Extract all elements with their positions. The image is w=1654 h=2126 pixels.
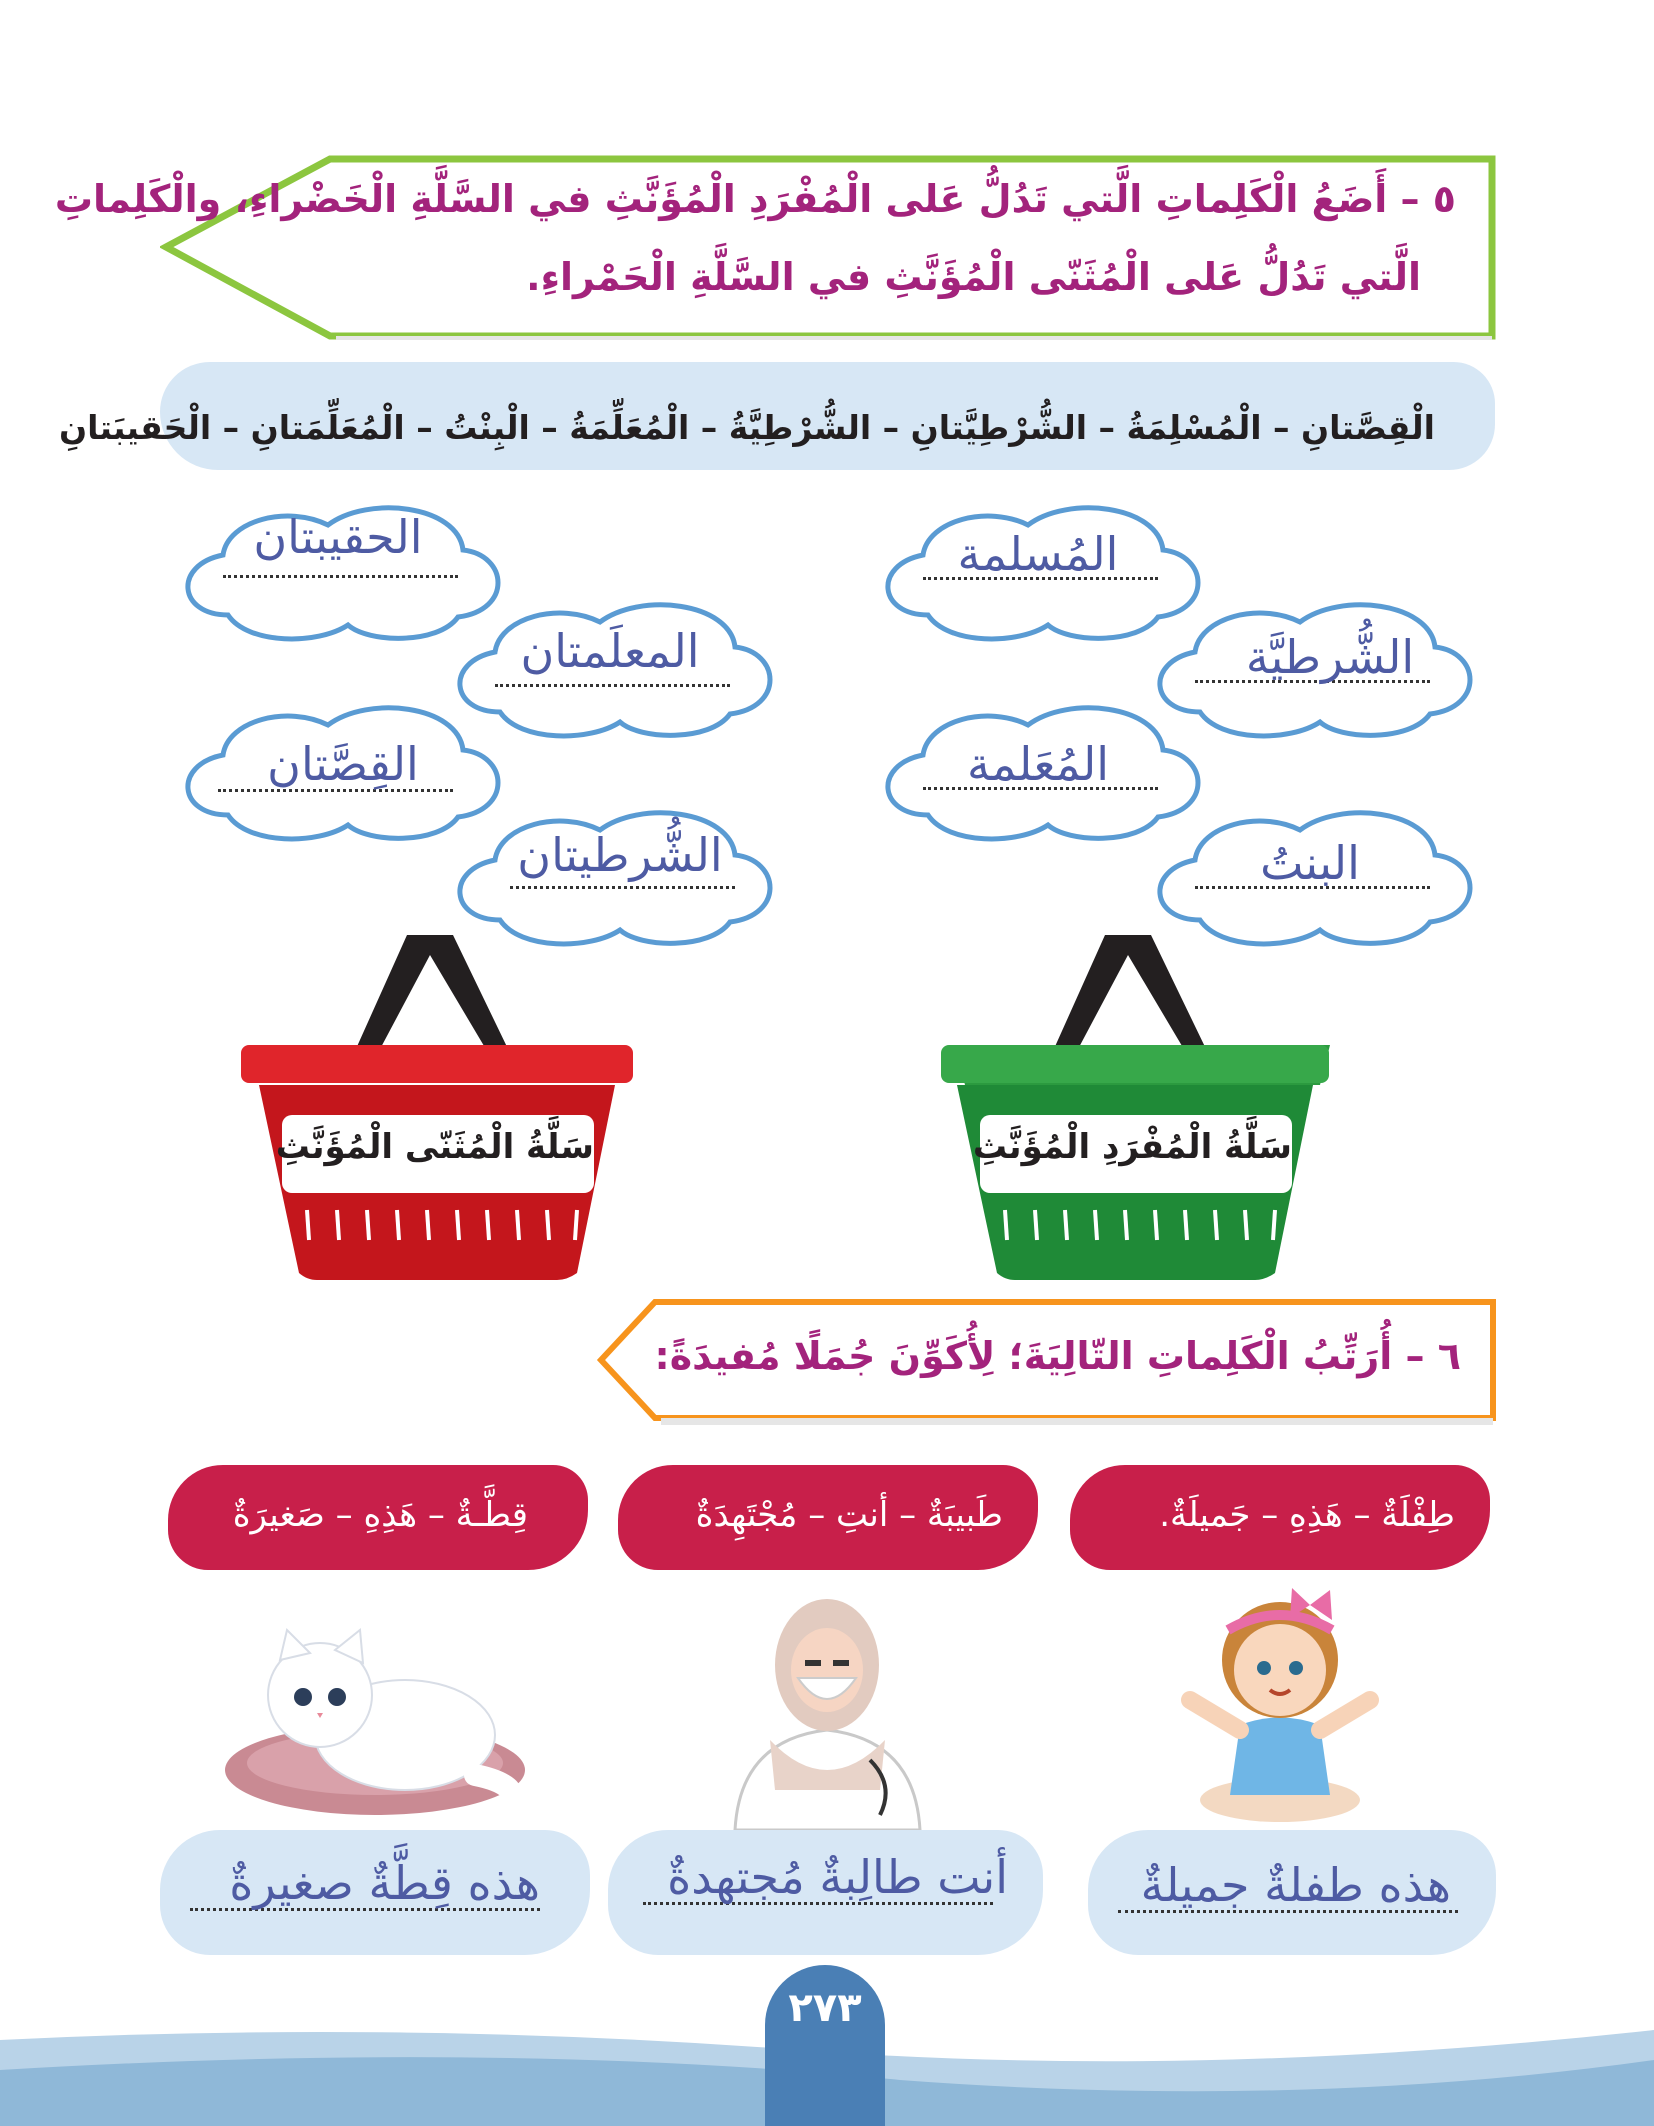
q6-title: ٦ – أُرَتِّبُ الْكَلِماتِ التّالِيَةَ؛ لِأُكَوِّنَ جُمَلًا مُفيدَةً: (654, 1334, 1461, 1378)
answer-text[interactable]: هذه طفلةٌ جميلةٌ (1140, 1858, 1451, 1912)
answer-box-1 (1088, 1830, 1496, 1955)
cat-illustration (225, 1625, 530, 1815)
q5-banner (54, 155, 1496, 340)
cloud-dual-4 (440, 800, 785, 950)
cloud-word: المُعَلمة (966, 737, 1110, 791)
cloud-word: القِصَّتان (267, 737, 419, 791)
word-pill-2 (618, 1465, 1038, 1570)
baby-illustration (1180, 1580, 1380, 1830)
cloud-dotline (495, 684, 730, 687)
word-pill-text: قِطَّـةٌ – هَذِهِ – صَغيرَةٌ (232, 1495, 528, 1535)
answer-box-3 (160, 1830, 590, 1955)
cloud-word: الحقيبتان (253, 510, 423, 564)
word-bank-text: الْقِصَّتانِ – الْمُسْلِمَةُ – الشُّرْطِيَّتانِ – الشُّرْطِيَّةُ – الْمُعَلِّمَةُ – الْبِنْتُ – الْمُعَلِّمَتانِ – الْحَقيبَتانِ (58, 408, 1435, 447)
word-pill-text: طِفْلَةٌ – هَذِهِ – جَميلَةٌ. (1159, 1495, 1455, 1535)
page-number: ٢٧٣ (788, 1985, 862, 2031)
cloud-dotline (510, 886, 735, 889)
cloud-word: البنتُ (1260, 836, 1360, 890)
cloud-word: الشُّرطيتان (517, 828, 723, 882)
q5-line-2: الَّتي تَدُلُّ عَلى الْمُثَنّى الْمُؤَنَّثِ في السَّلَّةِ الْحَمْراءِ. (526, 255, 1421, 299)
red-basket-graphic (237, 935, 637, 1280)
word-pill-1 (1070, 1465, 1490, 1570)
cloud-word: الشُّرطيَّة (1245, 630, 1415, 684)
cloud-word: المعلَمتان (520, 624, 700, 678)
cloud-dotline (223, 575, 458, 578)
red-basket (237, 935, 637, 1280)
cloud-singular-4 (1140, 800, 1485, 950)
green-basket (935, 935, 1335, 1280)
answer-box-2 (608, 1830, 1043, 1955)
word-bank (58, 362, 1495, 470)
green-basket-label: سَلَّةُ الْمُفْرَدِ الْمُؤَنَّثِ (972, 1127, 1292, 1167)
cloud-word: المُسلمة (957, 527, 1119, 581)
answer-text[interactable]: أنت طالِبةٌ مُجتهدةٌ (667, 1850, 1008, 1904)
word-pill-3 (168, 1465, 588, 1570)
word-pill-text: طَبيبَةٌ – أنتِ – مُجْتَهِدَةٌ (695, 1495, 1003, 1535)
answer-text[interactable]: هذه قِطَّةٌ صغيرةٌ (229, 1856, 540, 1910)
red-basket-label: سَلَّةُ الْمُثَنّى الْمُؤَنَّثِ (275, 1127, 594, 1167)
green-basket-graphic (935, 935, 1335, 1280)
q6-banner (595, 1298, 1497, 1426)
page-number-tab (765, 1965, 885, 2126)
doctor-illustration (720, 1590, 935, 1830)
q5-line-1: ٥ – أَضَعُ الْكَلِماتِ الَّتي تَدُلُّ عَلى الْمُفْرَدِ الْمُؤَنَّثِ في السَّلَّةِ الْخَضْراءِ، والْكَلِماتِ (54, 177, 1456, 221)
